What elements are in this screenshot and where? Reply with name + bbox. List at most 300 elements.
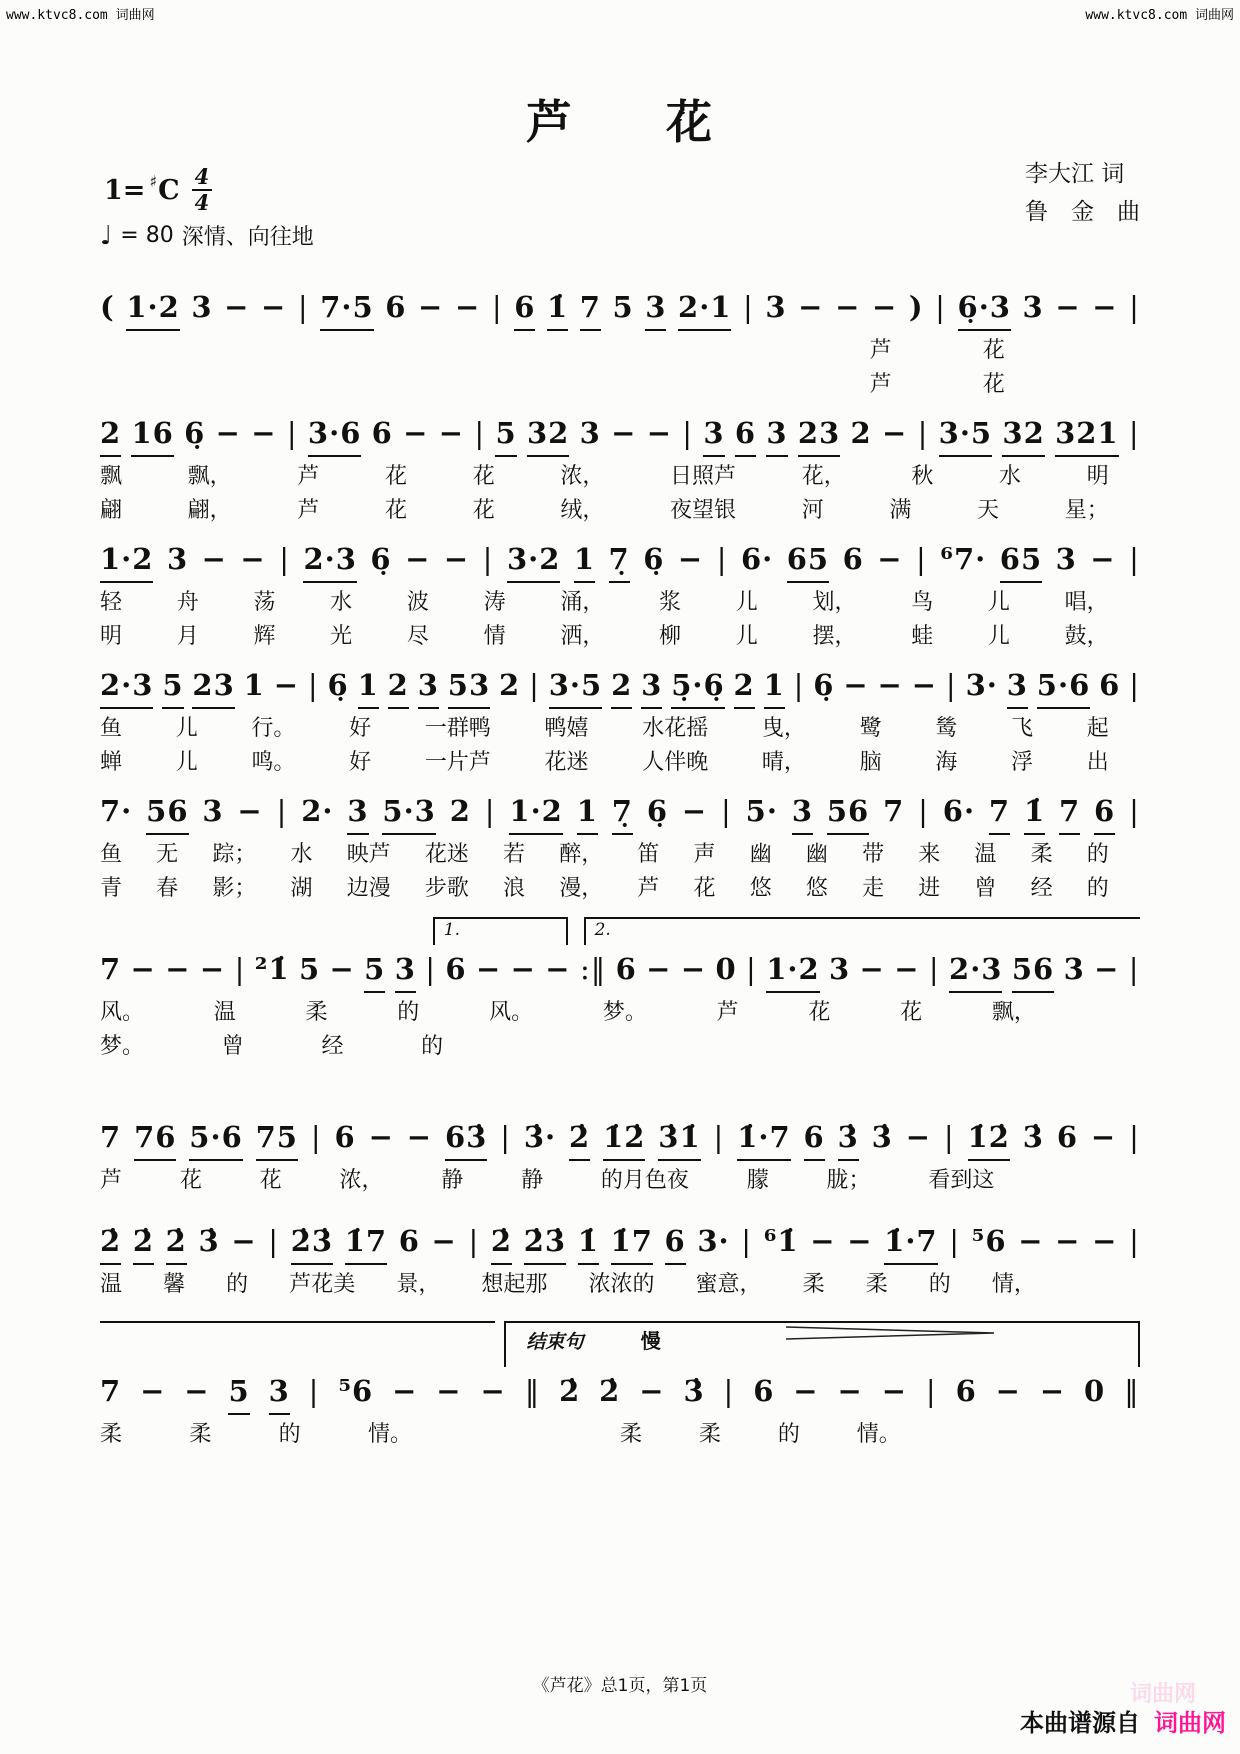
lyric-segment	[620, 1417, 901, 1448]
note: 3̇	[198, 1224, 220, 1258]
note: 3	[765, 290, 787, 324]
lyric-syllable: 儿	[175, 750, 198, 775]
lyric-syllable: 明	[1086, 464, 1109, 489]
note: −	[403, 416, 429, 450]
note: 3	[703, 413, 724, 457]
lyric-row	[100, 709, 1140, 743]
note: 6̣	[184, 416, 206, 450]
note: −	[798, 290, 824, 324]
lyric-syllable: 柔	[1030, 842, 1053, 867]
note: −	[843, 668, 869, 702]
score-line-6	[100, 917, 1140, 1061]
note: 2	[734, 665, 755, 709]
note: −	[436, 1374, 462, 1408]
note: −	[646, 416, 672, 450]
note: 6	[615, 952, 637, 986]
lyric-syllable: 芦	[716, 1000, 739, 1025]
credits	[1025, 156, 1140, 232]
lyricist-credit: 李大江 词	[1025, 161, 1125, 187]
note: −	[431, 1224, 457, 1258]
lyric-syllable: 蜜意，	[695, 1272, 762, 1297]
lyric-syllable: 涌，	[560, 590, 605, 615]
lyric-syllable: 日照芦	[670, 464, 737, 489]
lyric-syllable: 经	[1030, 876, 1053, 901]
watermark-top-left: www.ktvc8.com 词曲网	[6, 8, 155, 23]
note: ⁶1̇	[763, 1224, 799, 1258]
lyric-syllable: 花	[982, 338, 1005, 363]
note: 2̇	[100, 1221, 121, 1265]
note: 5·6	[1037, 665, 1090, 709]
lyric-syllable: 温	[213, 1000, 236, 1025]
note: 3̇	[871, 1120, 893, 1154]
note: 1·2	[126, 287, 179, 331]
lyric-syllable: 走	[862, 876, 885, 901]
note: 3	[829, 952, 851, 986]
lyric-segment	[100, 1267, 1036, 1298]
lyric-row	[100, 835, 1140, 869]
note: 6̣	[370, 542, 392, 576]
lyric-syllable: 洒，	[560, 624, 605, 649]
lyric-row	[100, 869, 1140, 903]
barline: |	[1129, 542, 1140, 576]
barline: |	[716, 542, 728, 576]
lyric-row	[100, 457, 1140, 491]
note: −	[881, 416, 908, 450]
note: 6	[735, 413, 756, 457]
note: 1·2	[100, 539, 153, 583]
note: 2·3	[100, 665, 153, 709]
note: −	[231, 1224, 257, 1258]
note: 1̇2̇	[603, 1117, 645, 1161]
lyric-syllable: 的	[777, 1422, 800, 1447]
barline: |	[468, 1224, 480, 1258]
note: −	[1055, 290, 1081, 324]
lyric-segment	[100, 871, 1109, 902]
note: 1̇	[547, 287, 568, 331]
note: −	[545, 952, 571, 986]
note: −	[837, 1374, 863, 1408]
barline: |	[1129, 1120, 1140, 1154]
lyric-syllable: 鸶	[935, 716, 958, 741]
barline: |	[310, 1120, 322, 1154]
note: −	[130, 952, 156, 986]
note: 7̣	[609, 539, 630, 583]
lyric-syllable: 晴，	[761, 750, 806, 775]
note: 3	[1055, 542, 1077, 576]
note: 5	[364, 949, 385, 993]
note: 5·	[745, 794, 778, 828]
note: 1̇7	[345, 1221, 387, 1265]
note: 2·3	[949, 949, 1002, 993]
lyric-segment	[100, 837, 1109, 868]
note: ⁵6	[971, 1224, 1007, 1258]
lyric-syllable: 温	[974, 842, 997, 867]
quarter-note-icon: ♩	[100, 220, 113, 251]
note: 65	[787, 539, 829, 583]
lyric-syllable: 脑	[859, 750, 882, 775]
note: 3	[579, 416, 601, 450]
note: 6̣	[646, 794, 668, 828]
barline: |	[1128, 416, 1140, 450]
note: 63̇	[445, 1117, 487, 1161]
note: 32	[527, 413, 569, 457]
note: 3	[645, 287, 666, 331]
lyric-syllable: 天	[977, 498, 1000, 523]
note: 1̇·7	[737, 1117, 790, 1161]
lyric-syllable: 花	[259, 1168, 282, 1193]
lyric-syllable: 边漫	[346, 876, 391, 901]
notation-row	[100, 1221, 1140, 1265]
score-line-8	[100, 1221, 1140, 1299]
lyric-syllable: 花	[472, 464, 495, 489]
note: 75	[256, 1117, 298, 1161]
note: 7·5	[320, 287, 373, 331]
note: −	[1092, 290, 1118, 324]
barline: |	[1128, 952, 1140, 986]
lyric-syllable: 儿	[735, 624, 758, 649]
lyric-syllable: 情	[483, 624, 506, 649]
lyric-syllable: 飘，	[991, 1000, 1036, 1025]
note: 3·5	[549, 665, 602, 709]
note: 6	[804, 1117, 825, 1161]
note: 76	[134, 1117, 176, 1161]
volta-bracket-2	[584, 917, 1140, 945]
lyric-syllable: 柔	[189, 1422, 212, 1447]
lyric-syllable: 鸣。	[251, 750, 296, 775]
barline: |	[682, 416, 694, 450]
lyric-syllable: 悠	[805, 876, 828, 901]
note: 6	[445, 952, 467, 986]
note: 3	[1007, 665, 1028, 709]
lyric-syllable: 芦	[869, 372, 892, 397]
lyric-syllable: 儿	[987, 624, 1010, 649]
note: 7	[580, 287, 601, 331]
note: −	[871, 290, 898, 324]
note: 2̇	[599, 1374, 621, 1408]
lyric-syllable: 轻	[100, 590, 123, 615]
tempo-expression: 深情、向往地	[181, 225, 314, 250]
note: 2̇	[166, 1221, 187, 1265]
lyric-syllable: 进	[918, 876, 941, 901]
lyric-syllable: 水	[290, 842, 313, 867]
barline: |	[286, 416, 298, 450]
lyric-syllable: 鼓，	[1064, 624, 1109, 649]
note: 1̇7	[611, 1221, 653, 1265]
note: 7·	[100, 794, 133, 828]
barline: |	[1129, 668, 1140, 702]
note: 1·2	[766, 949, 819, 993]
lyric-syllable: 幽	[749, 842, 772, 867]
lyric-syllable: 好	[349, 716, 372, 741]
note: −	[1094, 952, 1120, 986]
note: −	[480, 1374, 506, 1408]
lyric-syllable: 涛	[483, 590, 506, 615]
note: ⁶7·	[940, 542, 987, 576]
barline: |	[297, 290, 309, 324]
note: 3̇	[1022, 1120, 1044, 1154]
note: 5	[162, 665, 183, 709]
lyric-syllable: 行。	[251, 716, 296, 741]
lyric-syllable: 唱，	[1064, 590, 1109, 615]
note: 5·6	[189, 1117, 242, 1161]
barline: |	[723, 1374, 735, 1408]
note: 1	[243, 668, 265, 702]
lyric-syllable: 蝉	[100, 750, 123, 775]
lyric-syllable: 飘	[100, 464, 123, 489]
lyric-syllable: 梦。	[602, 1000, 647, 1025]
notation-row	[100, 949, 1140, 993]
lyric-syllable: 星；	[1064, 498, 1109, 523]
score-line-9	[100, 1321, 1140, 1449]
lyric-syllable: 人伴晚	[642, 750, 709, 775]
barline: |	[268, 1224, 280, 1258]
note: −	[911, 668, 938, 702]
note: −	[261, 290, 287, 324]
lyric-syllable: 若	[503, 842, 526, 867]
note: 6	[1094, 791, 1115, 835]
lyric-syllable: 想起那	[481, 1272, 548, 1297]
lyric-syllable: 的	[1086, 842, 1109, 867]
score-line-4	[100, 665, 1140, 777]
note: 6	[514, 287, 535, 331]
note: 1	[574, 539, 595, 583]
lyric-syllable: 芦	[297, 464, 320, 489]
lyric-syllable: 风。	[100, 1000, 145, 1025]
barline: |	[935, 290, 946, 324]
score-line-1	[100, 287, 1140, 399]
notation-row	[100, 413, 1140, 457]
note: 6̣	[813, 668, 835, 702]
barline: |	[721, 794, 732, 828]
note: −	[215, 416, 241, 450]
note: 56	[1012, 949, 1054, 993]
lyric-syllable: 的	[928, 1272, 951, 1297]
note: 2	[388, 665, 409, 709]
lyric-syllable: 柳	[659, 624, 682, 649]
note: 321	[1055, 413, 1119, 457]
watermark-top-right: www.ktvc8.com 词曲网	[1085, 8, 1234, 23]
note: −	[1039, 1374, 1066, 1408]
note: −	[1090, 542, 1116, 576]
note: −	[329, 952, 355, 986]
note: 3̇	[838, 1117, 859, 1161]
note: −	[510, 952, 536, 986]
lyric-syllable: 浮	[1011, 750, 1034, 775]
lyric-syllable: 飘，	[187, 464, 232, 489]
barline: |	[500, 1120, 511, 1154]
song-title	[0, 86, 1240, 152]
lyric-segment	[100, 459, 1109, 490]
lyric-syllable: 花迷	[544, 750, 589, 775]
lyric-syllable: 浪	[503, 876, 526, 901]
lyric-syllable: 情，	[991, 1272, 1036, 1297]
lyric-syllable: 浓，	[339, 1168, 384, 1193]
lyric-syllable: 笛	[637, 842, 660, 867]
song-title-char-1: 芦	[526, 95, 574, 149]
lyric-syllable: 静	[521, 1168, 544, 1193]
lyric-row	[100, 1027, 1140, 1061]
lyric-row	[100, 583, 1140, 617]
lyric-row	[100, 331, 1140, 365]
note: 6	[334, 1120, 356, 1154]
barline: |	[484, 794, 496, 828]
lyric-syllable: 鹭	[859, 716, 882, 741]
lyric-syllable: 儿	[735, 590, 758, 615]
note: 5	[228, 1371, 249, 1415]
source-site-watermark: 词曲网	[1129, 1682, 1196, 1707]
note: −	[240, 542, 266, 576]
note: 3	[347, 791, 368, 835]
note: −	[847, 1224, 873, 1258]
note: −	[392, 1374, 418, 1408]
lyric-syllable: 映芦	[346, 842, 391, 867]
lyric-segment	[100, 619, 1109, 650]
source-site-link[interactable]: 词曲网	[1154, 1709, 1226, 1737]
lyric-row	[100, 1161, 1140, 1195]
note: ²1̇	[254, 952, 290, 986]
lyric-syllable: 月	[176, 624, 199, 649]
lyric-syllable: 花	[472, 498, 495, 523]
note: −	[454, 290, 481, 324]
note: −	[835, 290, 861, 324]
note: −	[894, 952, 920, 986]
note: −	[810, 1224, 836, 1258]
source-prefix: 本曲谱源自	[1020, 1709, 1140, 1737]
lyric-syllable: 青	[100, 876, 123, 901]
note: 3	[641, 665, 662, 709]
lyric-row	[100, 1265, 1140, 1299]
score-line-3	[100, 539, 1140, 651]
lyric-syllable: 一群鸭	[424, 716, 491, 741]
note: 2	[850, 416, 872, 450]
lyric-syllable: 水花摇	[642, 716, 709, 741]
time-signature	[192, 163, 213, 215]
lyric-syllable: 温	[100, 1272, 123, 1297]
lyric-syllable: 漫，	[559, 876, 604, 901]
lyric-row	[100, 617, 1140, 651]
note: 6	[955, 1374, 977, 1408]
barline: |	[917, 416, 929, 450]
note: 53	[448, 665, 490, 709]
lyric-syllable: 鸟	[911, 590, 934, 615]
lyric-syllable: 朦	[746, 1168, 769, 1193]
composer-credit: 鲁 金 曲	[1025, 198, 1140, 225]
lyric-row	[100, 993, 1140, 1027]
barline: |	[943, 1120, 955, 1154]
notation-row	[100, 791, 1140, 835]
lyric-syllable: 的	[421, 1034, 444, 1059]
note: −	[475, 952, 502, 986]
note: −	[677, 542, 704, 576]
key-tonic: C	[158, 174, 180, 206]
note: −	[368, 1120, 394, 1154]
lyric-syllable: 馨	[163, 1272, 186, 1297]
lyric-segment	[870, 333, 1005, 364]
note: 2	[499, 668, 521, 702]
barline: |	[741, 1224, 753, 1258]
lyric-segment	[100, 995, 1036, 1026]
lyric-syllable: 柔	[802, 1272, 825, 1297]
lyric-syllable: 景，	[396, 1272, 441, 1297]
note: −	[273, 668, 299, 702]
note: −	[443, 542, 470, 576]
lyric-syllable: 醉，	[559, 842, 604, 867]
note: 3̇	[683, 1374, 705, 1408]
lyric-syllable: 声	[693, 842, 716, 867]
lyric-row	[100, 491, 1140, 525]
barline: |	[482, 542, 494, 576]
score-annotation: 慢	[640, 1329, 661, 1353]
note: 6	[753, 1374, 775, 1408]
lyric-syllable: 曾	[974, 876, 997, 901]
note: −	[405, 542, 431, 576]
note: 5·3	[382, 791, 435, 835]
note: −	[646, 952, 672, 986]
lyric-segment	[100, 1417, 412, 1448]
note: −	[859, 952, 885, 986]
decrescendo-hairpin	[786, 1325, 994, 1339]
note: 32	[1002, 413, 1044, 457]
lyric-syllable: 经	[321, 1034, 344, 1059]
note: 3·	[697, 1224, 730, 1258]
note: −	[681, 794, 708, 828]
note: 6	[385, 290, 407, 324]
note: −	[1018, 1224, 1044, 1258]
note: 7	[883, 794, 905, 828]
note: 1	[577, 791, 598, 835]
lyric-syllable: 带	[862, 842, 885, 867]
lyric-syllable: 鱼	[100, 842, 123, 867]
note: −	[1090, 1120, 1117, 1154]
lyric-row	[100, 365, 1140, 399]
lyric-syllable: 芦	[637, 876, 660, 901]
note: 5	[495, 413, 516, 457]
note: 1̇2̇	[968, 1117, 1010, 1161]
barline: |	[279, 542, 290, 576]
lyric-segment	[100, 493, 1109, 524]
note: 3	[269, 1371, 290, 1415]
note: 1̇·7	[884, 1221, 937, 1265]
note: 23	[798, 413, 840, 457]
lyric-syllable: 波	[406, 590, 429, 615]
lyric-syllable: 芦花美	[289, 1272, 356, 1297]
note: 3	[395, 949, 416, 993]
lyric-syllable: 芦	[297, 498, 320, 523]
lyric-segment	[100, 711, 1109, 742]
song-title-char-2: 花	[666, 95, 714, 149]
note: −	[793, 1374, 819, 1408]
barline: |	[1129, 290, 1140, 324]
note: 5̣·6̣	[671, 665, 724, 709]
score-annotation: 结束句	[526, 1331, 584, 1353]
note: 6	[371, 416, 393, 450]
lyric-syllable: 花	[900, 1000, 923, 1025]
lyric-syllable: 的	[1086, 876, 1109, 901]
note: 2̇3̇	[524, 1221, 566, 1265]
note: −	[140, 1374, 166, 1408]
note: −	[184, 1374, 210, 1408]
lyric-syllable: 鱼	[100, 716, 123, 741]
note: 6̣	[643, 542, 665, 576]
note: 2̇3̇	[291, 1221, 333, 1265]
notation-row	[100, 1371, 1140, 1415]
lyric-syllable: 花	[179, 1168, 202, 1193]
note: 5	[298, 952, 321, 986]
lyric-syllable: 芦	[100, 1168, 123, 1193]
note: 56	[827, 791, 869, 835]
note: 6̣·3	[958, 287, 1011, 331]
note: 2	[611, 665, 632, 709]
